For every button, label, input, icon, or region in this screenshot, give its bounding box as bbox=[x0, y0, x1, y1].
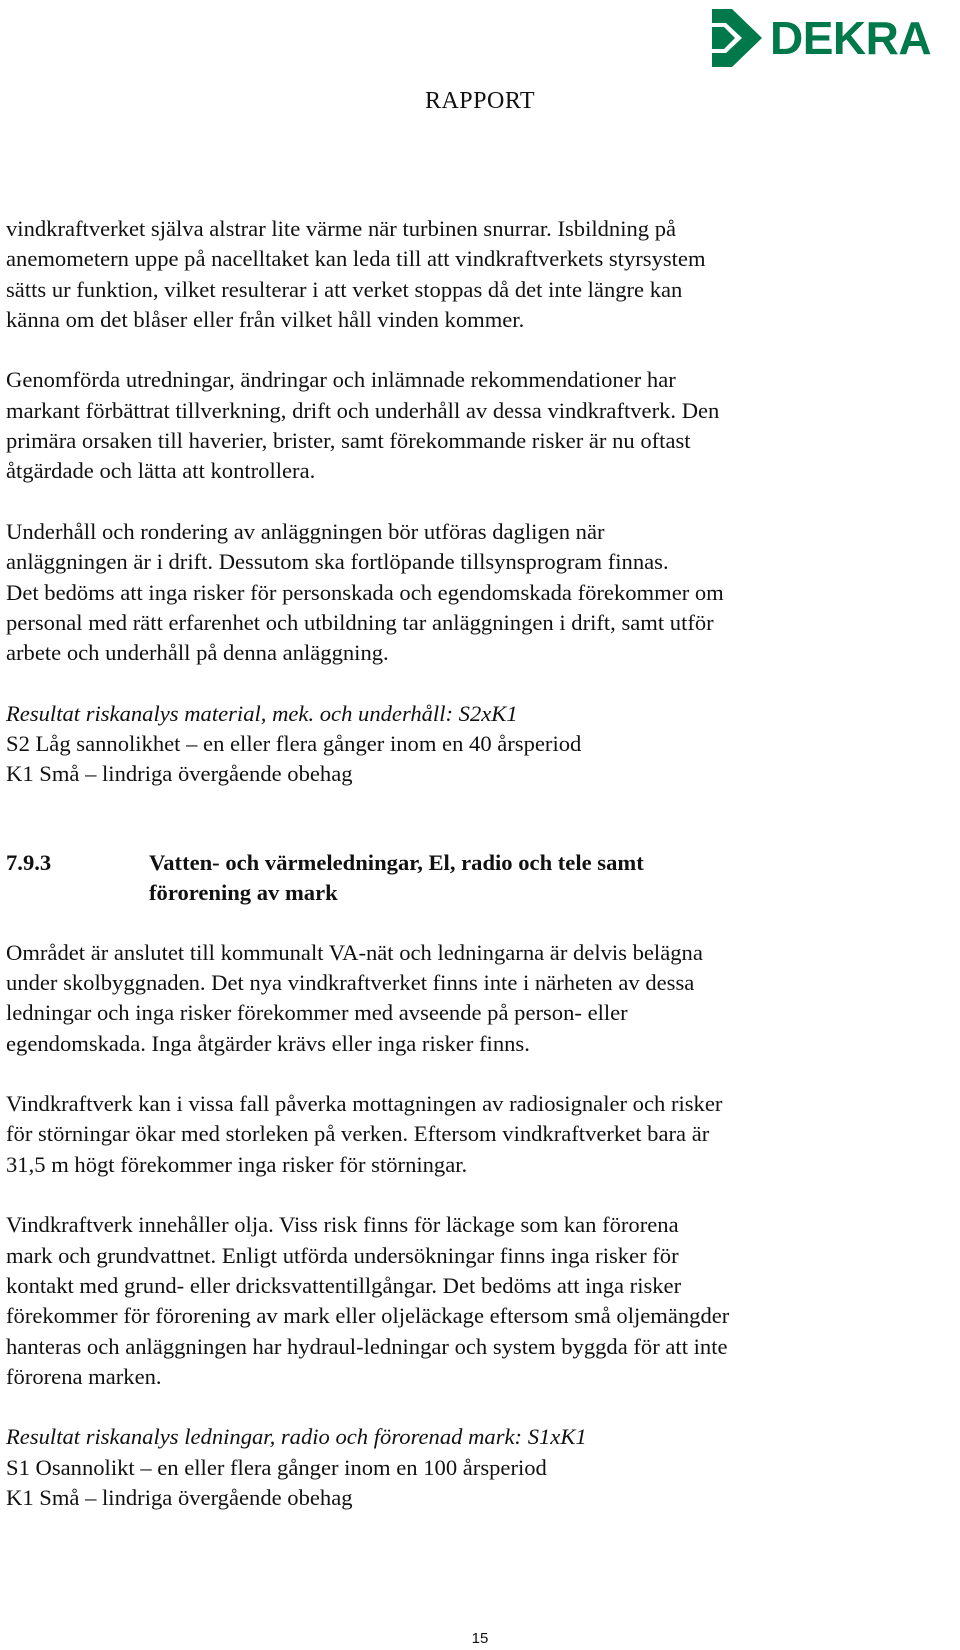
section-title-line: Vatten- och värmeledningar, El, radio och tele samt bbox=[149, 849, 644, 875]
risk-result-title: Resultat riskanalys material, mek. och underhåll: S2xK1 bbox=[6, 700, 518, 726]
consequence-line: K1 Små – lindriga övergående obehag bbox=[6, 1484, 353, 1510]
report-body bbox=[6, 214, 946, 1513]
text-line: egendomskada. Inga åtgärder krävs eller inga risker finns. bbox=[6, 1030, 530, 1056]
dekra-logo bbox=[710, 6, 956, 70]
section-heading bbox=[6, 848, 946, 908]
dekra-arrow-icon bbox=[710, 7, 764, 69]
text-line: åtgärdade och lätta att kontrollera. bbox=[6, 458, 316, 484]
text-line: sätts ur funktion, vilket resulterar i att verket stoppas då det inte längre kan bbox=[6, 276, 683, 302]
text-line: personal med rätt erfarenhet och utbildning tar anläggningen i drift, samt utför bbox=[6, 609, 714, 635]
paragraph-5 bbox=[6, 1089, 946, 1180]
text-line: anläggningen är i drift. Dessutom ska fortlöpande tillsynsprogram finnas. bbox=[6, 549, 669, 575]
section-title bbox=[149, 848, 749, 908]
text-line: Underhåll och rondering av anläggningen bör utföras dagligen när bbox=[6, 518, 605, 544]
text-line: förorena marken. bbox=[6, 1363, 162, 1389]
consequence-line: K1 Små – lindriga övergående obehag bbox=[6, 761, 353, 787]
paragraph-6 bbox=[6, 1210, 946, 1392]
text-line: mark och grundvattnet. Enligt utförda undersökningar finns inga risker för bbox=[6, 1242, 679, 1268]
text-line: förekommer för förorening av mark eller oljeläckage eftersom små oljemängder bbox=[6, 1303, 730, 1329]
text-line: känna om det blåser eller från vilket håll vinden kommer. bbox=[6, 306, 525, 332]
text-line: vindkraftverket själva alstrar lite värme när turbinen snurrar. Isbildning på bbox=[6, 216, 677, 241]
risk-result-1 bbox=[6, 699, 946, 790]
page-number: 15 bbox=[471, 1630, 489, 1647]
text-line: Vindkraftverk innehåller olja. Viss risk finns för läckage som kan förorena bbox=[6, 1212, 679, 1238]
text-line: Det bedöms att inga risker för personskada och egendomskada förekommer om bbox=[6, 579, 724, 605]
text-line: Området är anslutet till kommunalt VA-nät och ledningarna är delvis belägna bbox=[6, 939, 703, 965]
text-line: arbete och underhåll på denna anläggning. bbox=[6, 640, 389, 666]
text-line: ledningar och inga risker förekommer med avseende på person- eller bbox=[6, 1000, 628, 1026]
text-line: anemometern uppe på nacelltaket kan leda till att vindkraftverkets styrsystem bbox=[6, 246, 706, 272]
text-line: Genomförda utredningar, ändringar och inlämnade rekommendationer har bbox=[6, 367, 676, 393]
text-line: för störningar ökar med storleken på verken. Eftersom vindkraftverket bara är bbox=[6, 1121, 710, 1147]
section-title-line: förorening av mark bbox=[149, 879, 338, 905]
paragraph-4 bbox=[6, 938, 946, 1059]
text-line: primära orsaken till haverier, brister, samt förekommande risker är nu oftast bbox=[6, 428, 691, 454]
logo-text: DEKRA bbox=[770, 12, 932, 64]
probability-line: S1 Osannolikt – en eller flera gånger inom en 100 årsperiod bbox=[6, 1454, 547, 1480]
section-number: 7.9.3 bbox=[6, 849, 52, 875]
text-line: Vindkraftverk kan i vissa fall påverka mottagningen av radiosignaler och risker bbox=[6, 1091, 723, 1117]
text-line: under skolbyggnaden. Det nya vindkraftverket finns inte i närheten av dessa bbox=[6, 969, 695, 995]
text-line: markant förbättrat tillverkning, drift och underhåll av dessa vindkraftverk. Den bbox=[6, 397, 720, 423]
text-line: hanteras och anläggningen har hydraul-ledningar och system byggda för att inte bbox=[6, 1333, 728, 1359]
probability-line: S2 Låg sannolikhet – en eller flera gånger inom en 40 årsperiod bbox=[6, 731, 582, 757]
paragraph-2 bbox=[6, 365, 946, 486]
text-line: 31,5 m högt förekommer inga risker för störningar. bbox=[6, 1151, 468, 1177]
paragraph-1 bbox=[6, 214, 946, 335]
paragraph-3 bbox=[6, 517, 946, 668]
document-title: RAPPORT bbox=[424, 88, 536, 114]
risk-result-2 bbox=[6, 1422, 946, 1513]
text-line: kontakt med grund- eller dricksvattentillgångar. Det bedöms att inga risker bbox=[6, 1272, 682, 1298]
risk-result-title: Resultat riskanalys ledningar, radio och förorenad mark: S1xK1 bbox=[6, 1424, 587, 1450]
